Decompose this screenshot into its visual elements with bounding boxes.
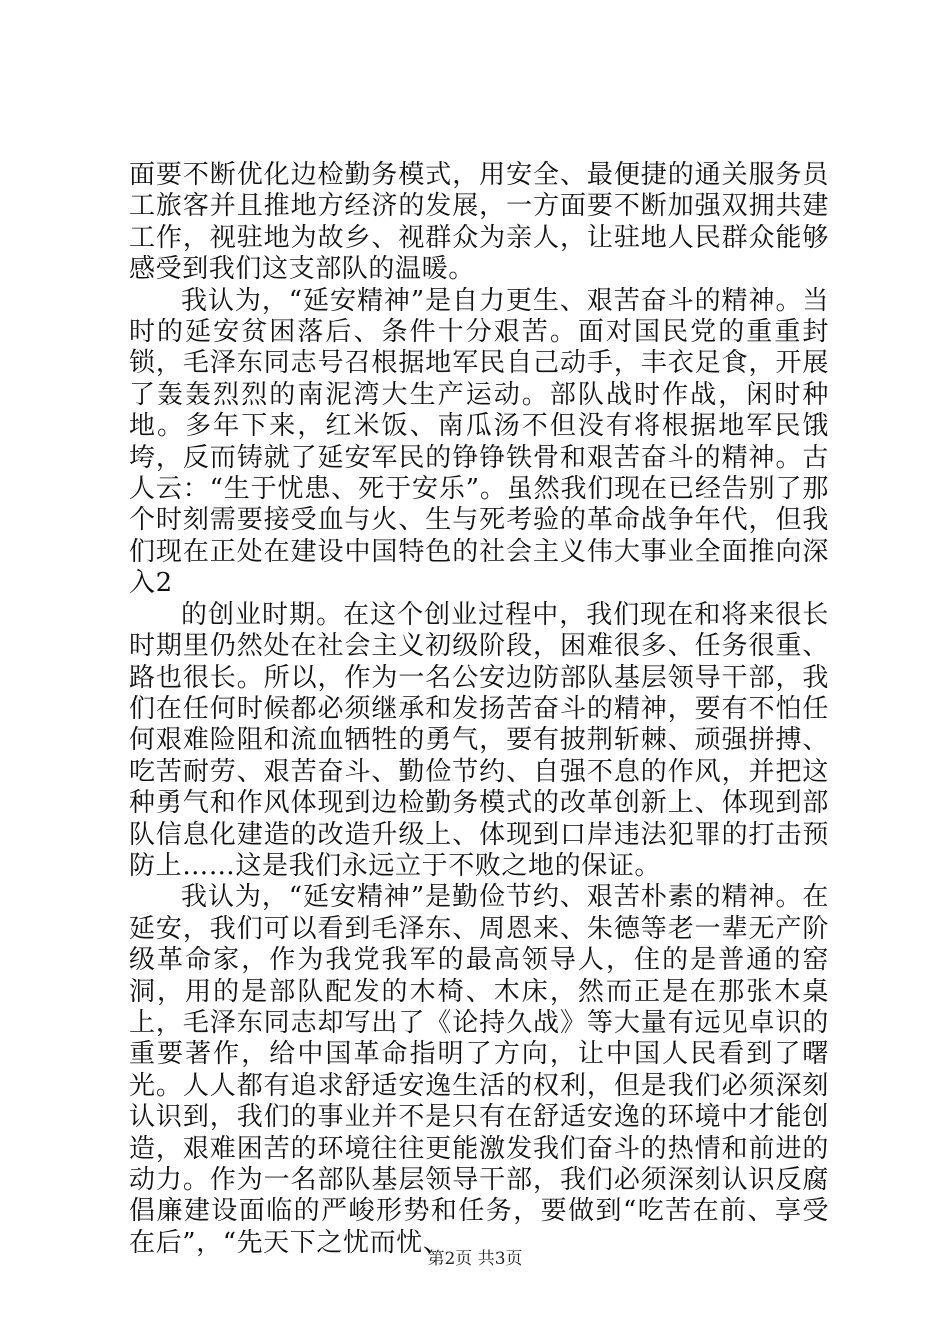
paragraph-2: 我认为，“延安精神”是自力更生、艰苦奋斗的精神。当时的延安贫困落后、条件十分艰苦。面对国民党的重重封锁，毛泽东同志号召根据地军民自己动手，丰衣足食，开展了轰轰烈烈的南泥湾大生产运动。部队战时作战，闲时种地。多年下来，红米饭、南瓜汤不但没有将根据地军民饿垮，反而铸就了延安军民的铮铮铁骨和艰苦奋斗的精神。古人云：“生于忧患、死于安乐”。虽然我们现在已经告别了那个时刻需要接受血与火、生与死考验的革命战争年代，但我们现在正处在建设中国特色的社会主义伟大事业全面推向深入2 [129,285,829,599]
paragraph-4: 我认为，“延安精神”是勤俭节约、艰苦朴素的精神。在延安，我们可以看到毛泽东、周恩来、朱德等老一辈无产阶级革命家，作为我党我军的最高领导人，住的是普通的窑洞，用的是部队配发的木椅、木床，然而正是在那张木桌上，毛泽东同志却写出了《论持久战》等大量有远见卓识的重要著作，给中国革命指明了方向，让中国人民看到了曙光。人人都有追求舒适安逸生活的权利，但是我们必须深刻认识到，我们的事业并不是只有在舒适安逸的环境中才能创造，艰难困苦的环境往往更能激发我们奋斗的热情和前进的动力。作为一名部队基层领导干部，我们必须深刻认识反腐倡廉建设面临的严峻形势和任务，要做到“吃苦在前、享受在后”，“先天下之忧而忧、 [129,882,829,1258]
paragraph-3: 的创业时期。在这个创业过程中，我们现在和将来很长时期里仍然处在社会主义初级阶段，困难很多、任务很重、路也很长。所以，作为一名公安边防部队基层领导干部，我们在任何时候都必须继承和发扬苦奋斗的精神，要有不怕任何艰难险阻和流血牺牲的勇气，要有披荆斩棘、顽强拼搏、吃苦耐劳、艰苦奋斗、勤俭节约、自强不息的作风，并把这种勇气和作风体现到边检勤务模式的改革创新上、体现到部队信息化建造的改造升级上、体现到口岸违法犯罪的打击预防上……这是我们永远立于不败之地的保证。 [129,599,829,881]
page-number-label: 第2页 共3页 [427,1249,523,1269]
page-footer [0,1244,950,1269]
paragraph-1: 面要不断优化边检勤务模式，用安全、最便捷的通关服务员工旅客并且推地方经济的发展，一方面要不断加强双拥共建工作，视驻地为故乡、视群众为亲人，让驻地人民群众能够感受到我们这支部队的温暖。 [129,160,829,285]
document-body [129,160,829,1259]
